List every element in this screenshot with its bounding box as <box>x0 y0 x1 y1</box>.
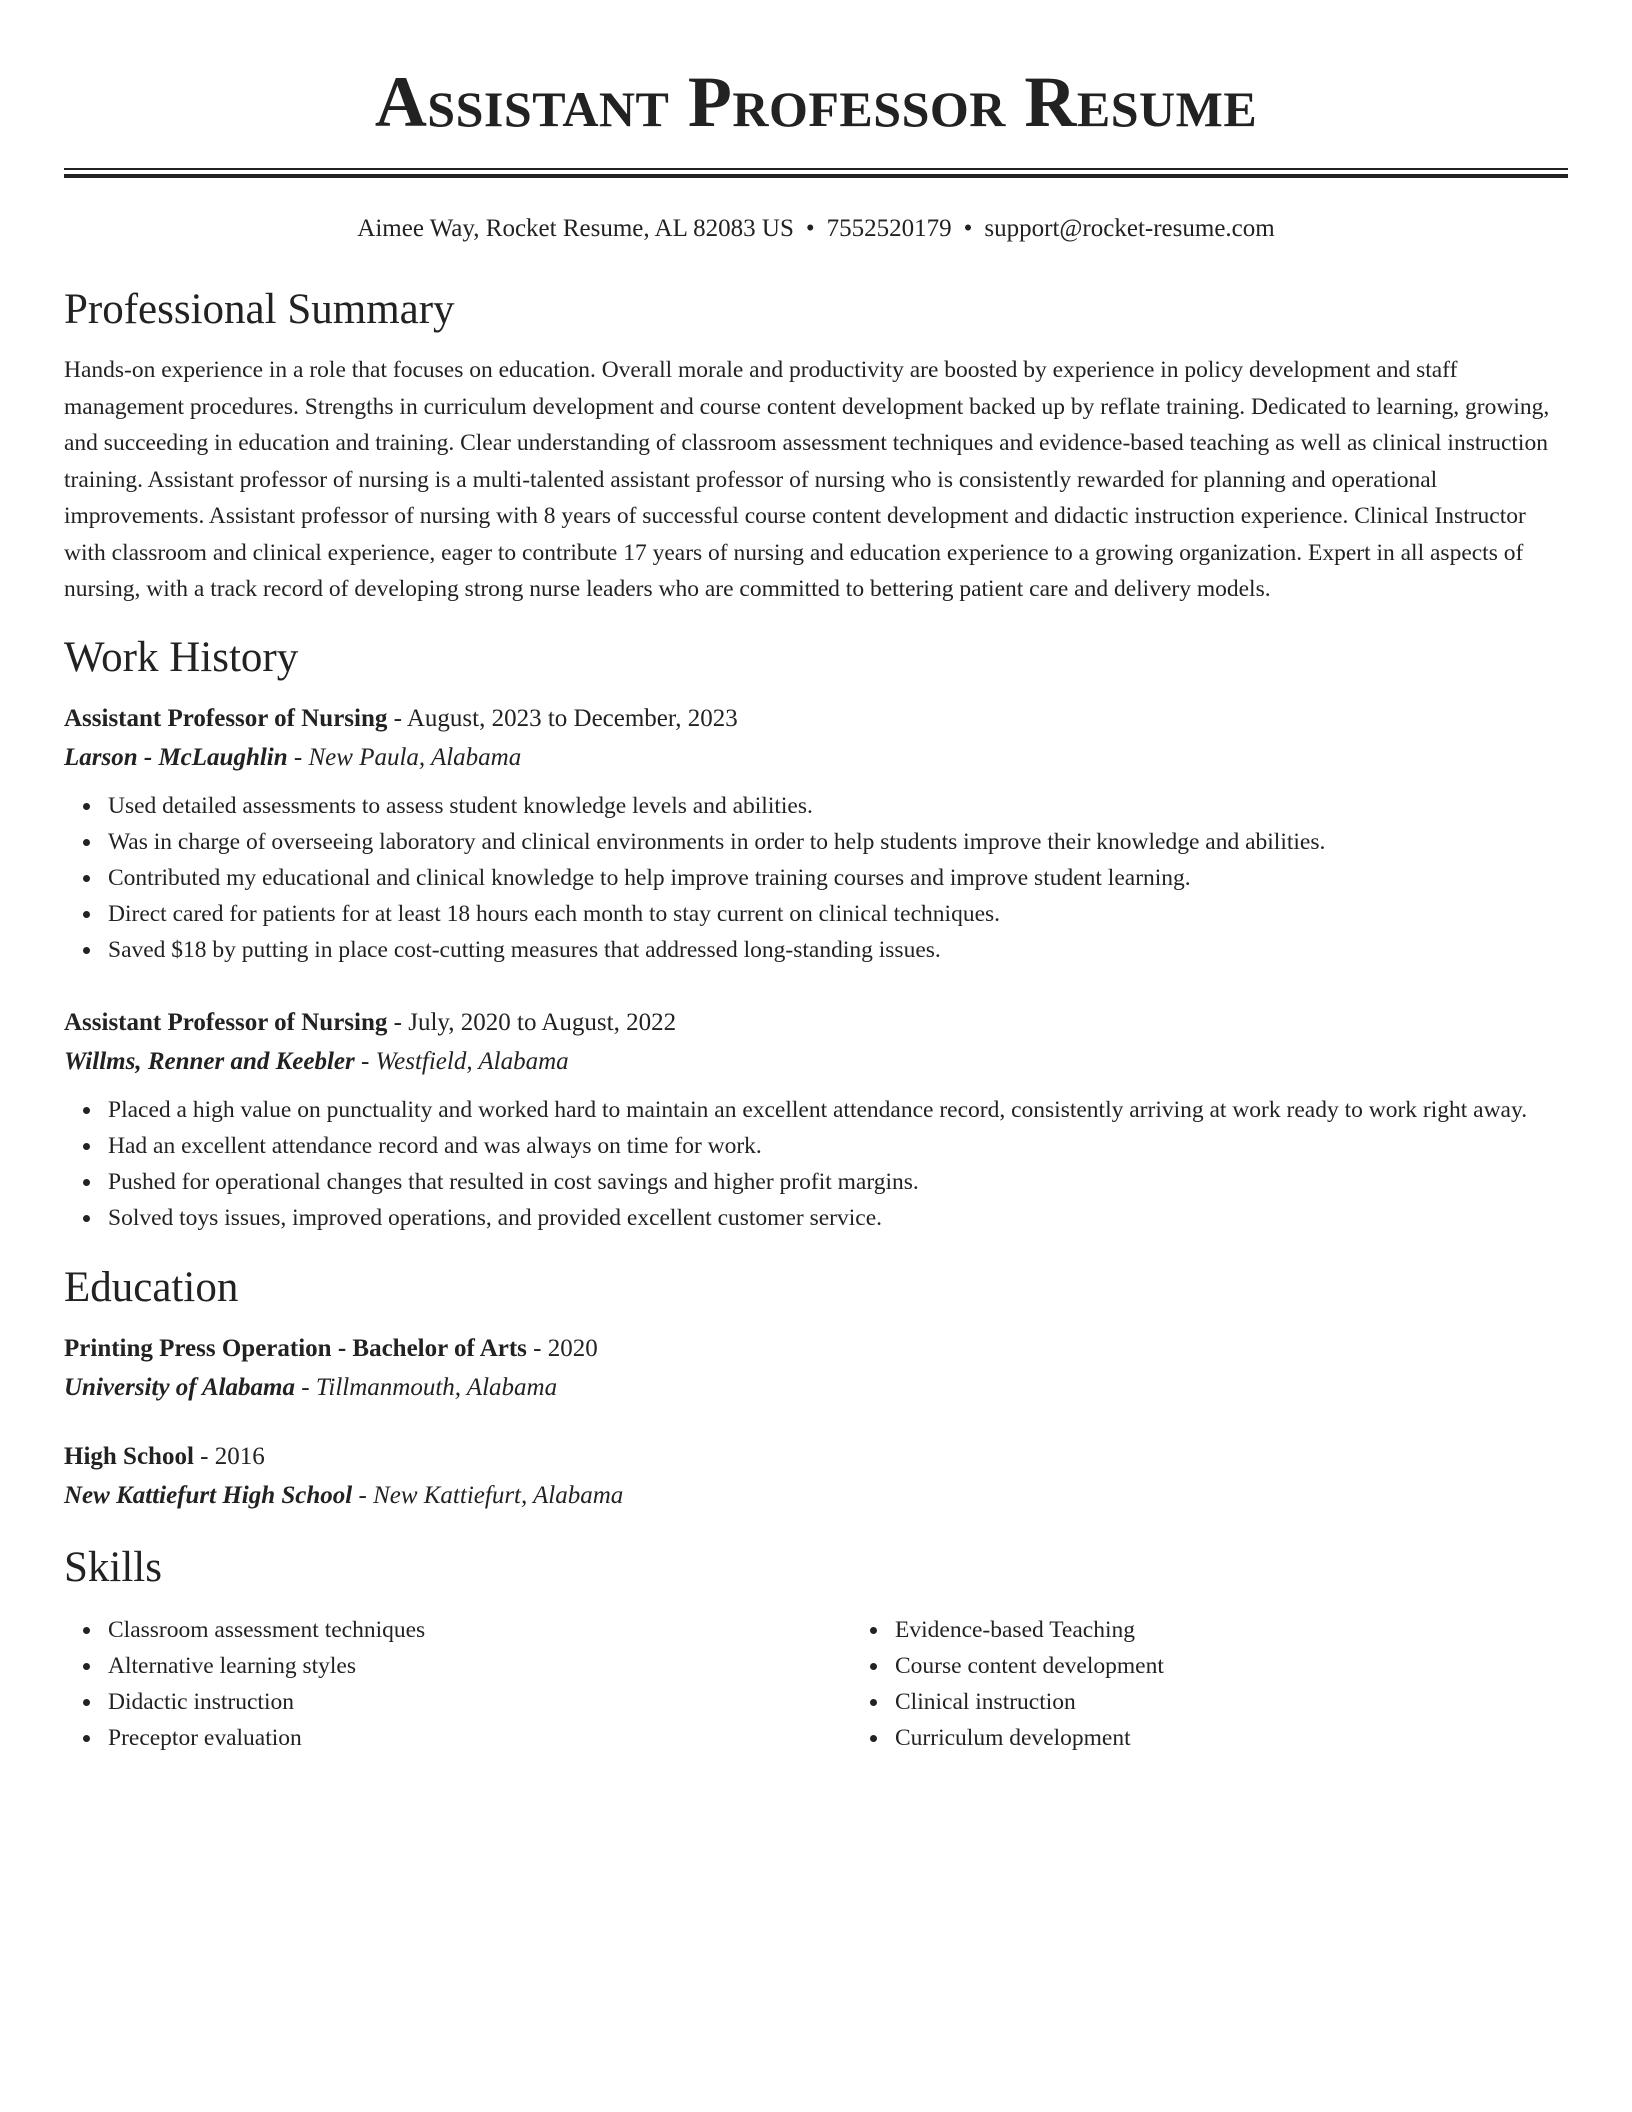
summary-text: Hands-on experience in a role that focuses on education. Overall morale and productivity are boosted by experience in policy development and staff management procedures. Strengths in curriculum development and course content development backed up by reflate training. Dedicated to learning, growing, and succeeding in education and training. Clear understanding of classroom assessment techniques and evidence-based teaching as well as clinical instruction training. Assistant professor of nursing is a multi-talented assistant professor of nursing who is consistently rewarded for planning and operational improvements. Assistant professor of nursing with 8 years of successful course content development and didactic instruction experience. Clinical Instructor with classroom and clinical experience, eager to contribute 17 years of nursing and education experience to a growing organization. Expert in all aspects of nursing, with a track record of developing strong nurse leaders who are committed to bettering patient care and delivery models. <box>64 357 1550 602</box>
skills-list-right <box>851 1612 1632 1756</box>
skills-columns <box>64 1612 1568 1756</box>
skill-item: Preceptor evaluation <box>108 1720 851 1756</box>
job-bullet: Solved toys issues, improved operations, and provided excellent customer service. <box>108 1200 1568 1236</box>
job-bullet: Had an excellent attendance record and was always on time for work. <box>108 1128 1568 1164</box>
contact-line <box>64 214 1568 244</box>
job-dates: July, 2020 to August, 2022 <box>408 1008 677 1036</box>
contact-phone: 7552520179 <box>826 215 952 242</box>
divider-line-thick <box>64 174 1568 178</box>
section-heading-skills: Skills <box>64 1543 162 1591</box>
contact-separator: • <box>805 215 815 242</box>
education-location: New Kattiefurt, Alabama <box>373 1481 624 1509</box>
title-divider <box>64 168 1568 178</box>
job-bullet-list <box>64 788 1568 968</box>
job-bullet: Pushed for operational changes that resulted in cost savings and higher profit margins. <box>108 1164 1568 1200</box>
job-company-line: Willms, Renner and Keebler - Westfield, Alabama <box>64 1047 569 1075</box>
job-bullet: Saved $18 by putting in place cost-cutting measures that addressed long-standing issues. <box>108 932 1568 968</box>
job-company: Willms, Renner and Keebler <box>64 1047 355 1075</box>
education-school-line: New Kattiefurt High School - New Kattiefurt, Alabama <box>64 1481 624 1509</box>
job-entry <box>64 1004 1568 1236</box>
skill-item: Course content development <box>895 1648 1632 1684</box>
skill-item: Didactic instruction <box>108 1684 851 1720</box>
job-bullet: Was in charge of overseeing laboratory and clinical environments in order to help students improve their knowledge and abilities. <box>108 824 1568 860</box>
skill-item: Classroom assessment techniques <box>108 1612 851 1648</box>
resume-page <box>64 0 1568 1756</box>
job-title: Assistant Professor of Nursing <box>64 1008 388 1036</box>
education-school: University of Alabama <box>64 1373 296 1401</box>
skills-list-left <box>64 1612 851 1756</box>
education-school: New Kattiefurt High School <box>64 1481 353 1509</box>
education-entry <box>64 1330 1568 1408</box>
job-bullet: Used detailed assessments to assess student knowledge levels and abilities. <box>108 788 1568 824</box>
job-location: New Paula, Alabama <box>308 743 522 771</box>
education-degree-line: High School - 2016 <box>64 1442 265 1470</box>
job-title: Assistant Professor of Nursing <box>64 704 388 732</box>
skill-item: Curriculum development <box>895 1720 1632 1756</box>
job-bullet: Contributed my educational and clinical knowledge to help improve training courses and improve student learning. <box>108 860 1568 896</box>
section-heading-summary: Professional Summary <box>64 286 455 333</box>
education-location: Tillmanmouth, Alabama <box>315 1373 558 1401</box>
job-dates: August, 2023 to December, 2023 <box>406 704 738 732</box>
job-entry <box>64 700 1568 968</box>
job-bullet: Direct cared for patients for at least 18 hours each month to stay current on clinical techniques. <box>108 896 1568 932</box>
contact-address: Aimee Way, Rocket Resume, AL 82083 US <box>357 215 794 242</box>
education-entry <box>64 1438 1568 1516</box>
contact-separator: • <box>963 215 973 242</box>
education-degree: High School <box>64 1442 194 1470</box>
job-bullet-list <box>64 1092 1568 1236</box>
education-year: 2016 <box>214 1442 265 1470</box>
job-company-line: Larson - McLaughlin - New Paula, Alabama <box>64 743 522 771</box>
job-company: Larson - McLaughlin <box>64 743 288 771</box>
skill-item: Evidence-based Teaching <box>895 1612 1632 1648</box>
contact-email: support@rocket-resume.com <box>984 215 1275 242</box>
education-school-line: University of Alabama - Tillmanmouth, Alabama <box>64 1373 558 1401</box>
skill-item: Alternative learning styles <box>108 1648 851 1684</box>
divider-line-thin <box>64 168 1568 170</box>
job-bullet: Placed a high value on punctuality and worked hard to maintain an excellent attendance record, consistently arriving at work ready to work right away. <box>108 1092 1568 1128</box>
education-degree-line: Printing Press Operation - Bachelor of Arts - 2020 <box>64 1334 598 1362</box>
skill-item: Clinical instruction <box>895 1684 1632 1720</box>
section-heading-work-history: Work History <box>64 633 299 681</box>
job-title-line: Assistant Professor of Nursing - July, 2020 to August, 2022 <box>64 1008 677 1036</box>
resume-title: Assistant Professor Resume <box>374 62 1258 142</box>
education-degree: Printing Press Operation - Bachelor of Arts <box>64 1334 527 1362</box>
education-year: 2020 <box>547 1334 598 1362</box>
job-location: Westfield, Alabama <box>375 1047 569 1075</box>
job-title-line: Assistant Professor of Nursing - August, 2023 to December, 2023 <box>64 704 738 732</box>
section-heading-education: Education <box>64 1263 239 1311</box>
